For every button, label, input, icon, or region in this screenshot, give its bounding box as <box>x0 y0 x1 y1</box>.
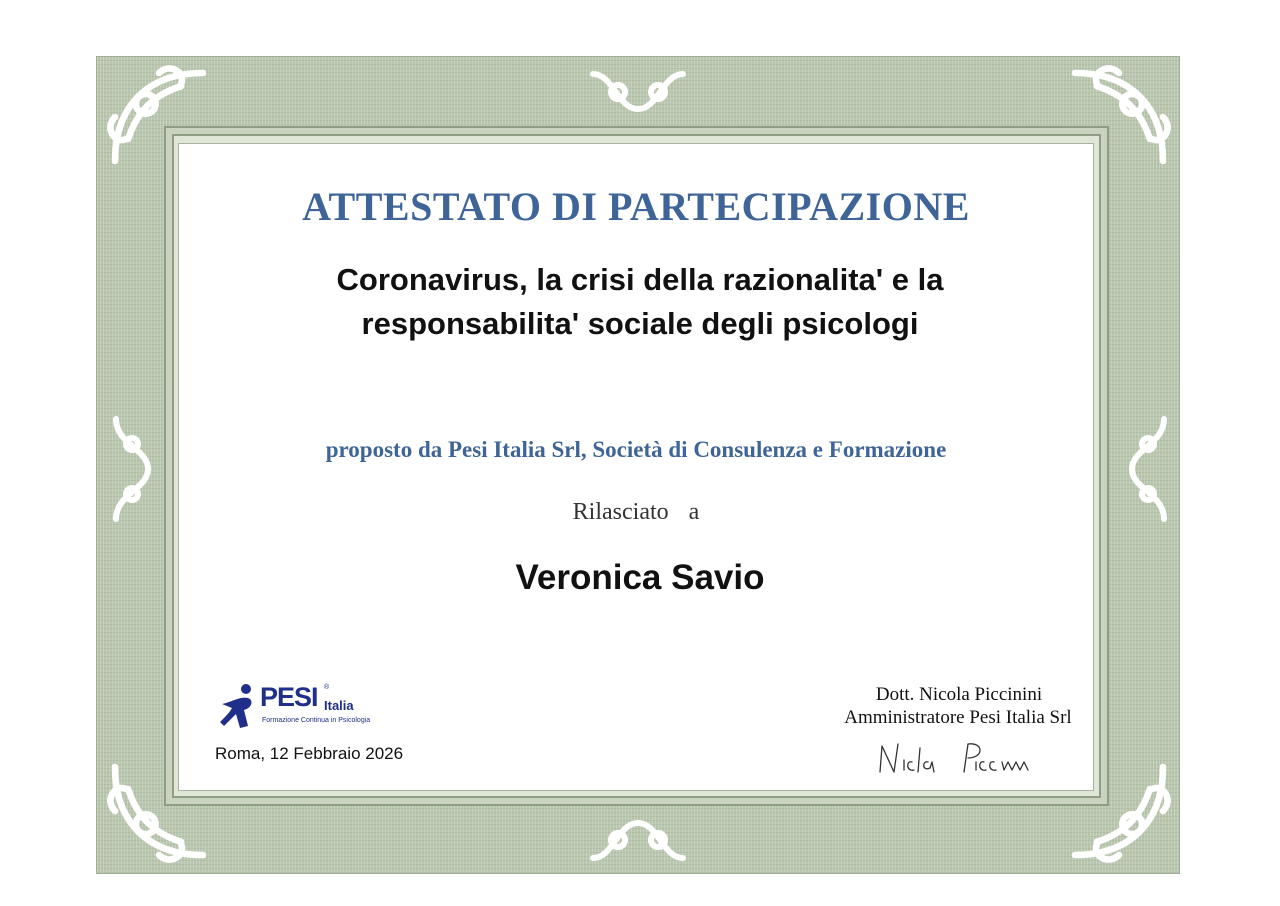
top-ornament-icon <box>588 808 688 868</box>
place-date: Roma, 12 Febbraio 2026 <box>215 744 404 763</box>
logo-registered-mark: ® <box>324 684 330 691</box>
handwritten-signature <box>872 738 1042 780</box>
pesi-figure-icon <box>218 682 258 730</box>
certificate-title: ATTESTATO DI PARTECIPAZIONE <box>302 184 970 229</box>
logo-country: Italia <box>324 698 354 713</box>
logo-tagline: Formazione Continua in Psicologia <box>262 717 371 724</box>
side-ornament-icon <box>108 414 158 524</box>
signatory-name: Dott. Nicola Piccinini <box>875 684 1043 705</box>
top-ornament-icon <box>588 64 688 124</box>
issued-to-label: Rilasciato a <box>572 499 700 525</box>
logo-wordmark: PESI <box>260 682 318 712</box>
signatory-role: Amministratore Pesi Italia Srl <box>844 707 1072 728</box>
pesi-logo <box>218 682 388 732</box>
offered-by: proposto da Pesi Italia Srl, Società di Consulenza e Formazione <box>325 437 947 462</box>
course-title-line-2: responsabilita' sociale degli psicologi <box>361 306 919 341</box>
course-title-line-1: Coronavirus, la crisi della razionalita' e la <box>336 262 944 297</box>
side-ornament-icon <box>1122 414 1172 524</box>
course-title <box>260 258 1020 346</box>
recipient-name: Veronica Savio <box>515 558 765 597</box>
